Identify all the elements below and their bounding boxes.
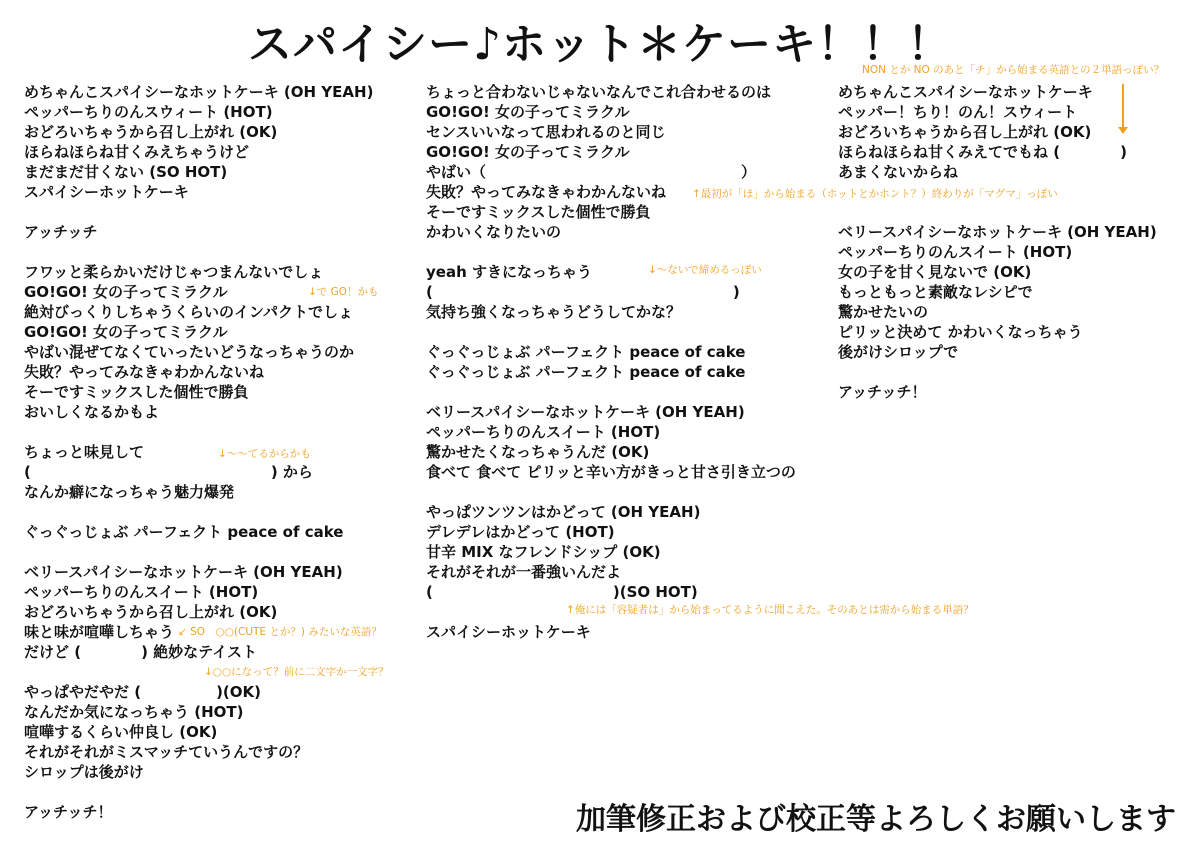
lyric-line: それがそれがミスマッチていうんですの？ — [24, 743, 309, 761]
annotation-note: ↑最初が「ほ」から始まる（ホットとかホント？）終わりが「マグマ」っぽい — [692, 188, 1058, 200]
blank-line — [24, 542, 424, 562]
lyric-line: ( ) から — [24, 463, 313, 481]
lyric-line: ベリースパイシーなホットケーキ (OH YEAH) — [426, 403, 745, 421]
lyric-line: めちゃんこスパイシーなホットケーキ — [838, 83, 1093, 101]
lyric-line: まだまだ甘くない (SO HOT) — [24, 163, 228, 181]
lyric-line: ほらねほらね甘くみえちゃうけど — [24, 143, 250, 161]
lyric-line: 絶対びっくりしちゃうくらいのインパクトでしょ — [24, 303, 353, 321]
blank-line — [24, 782, 424, 802]
lyric-line: そーですミックスした個性で勝負 — [24, 383, 249, 401]
lyric-line: ベリースパイシーなホットケーキ (OH YEAH) — [24, 563, 343, 581]
blank-line — [426, 322, 826, 342]
lyric-line: なんだか気になっちゃう (HOT) — [24, 703, 244, 721]
blank-line — [24, 422, 424, 442]
blank-line — [426, 482, 826, 502]
lyric-line: デレデレはかどって (HOT) — [426, 523, 615, 541]
lyric-line: ちょっと味見して — [24, 443, 145, 461]
lyric-line: アッチッチ！ — [838, 383, 927, 401]
lyric-line: おいしくなるかもよ — [24, 403, 160, 421]
lyric-line: ( )(SO HOT) — [426, 583, 698, 601]
annotation-note: ↓〜〜てるからかも — [218, 448, 311, 460]
lyric-line: 甘辛 MIX なフレンドシップ (OK) — [426, 543, 661, 561]
lyric-line: そーですミックスした個性で勝負 — [426, 203, 651, 221]
annotation-note: ↙ SO ○○(CUTE とか？) みたいな英語？ — [178, 626, 382, 638]
lyric-line: 驚かせたいの — [838, 303, 929, 321]
lyric-line: もっともっと素敵なレシピで — [838, 283, 1033, 301]
annotation-note: ↓で GO！かも — [308, 286, 379, 298]
lyric-line: 後がけシロップで — [838, 343, 959, 361]
lyric-line: ほらねほらね甘くみえてでもね ( ) — [838, 143, 1127, 161]
blank-line — [426, 382, 826, 402]
lyric-line: めちゃんこスパイシーなホットケーキ (OH YEAH) — [24, 83, 374, 101]
blank-line — [24, 202, 424, 222]
lyric-line: だけど ( ) 絶妙なテイスト — [24, 643, 257, 661]
blank-line — [838, 362, 1188, 382]
lyric-line: 女の子を甘く見ないで (OK) — [838, 263, 1032, 281]
blank-line — [426, 242, 826, 262]
lyric-line: やばい（ ） — [426, 163, 757, 181]
lyric-line: おどろいちゃうから召し上がれ (OK) — [24, 603, 278, 621]
lyric-line: おどろいちゃうから召し上がれ (OK) — [838, 123, 1092, 141]
lyric-line: シロップは後がけ — [24, 763, 144, 781]
lyric-line: やっぱやだやだ ( )(OK) — [24, 683, 262, 701]
lyric-line: それがそれが一番強いんだよ — [426, 563, 622, 581]
lyric-line: ぐっぐっじょぶ パーフェクト peace of cake — [426, 363, 746, 381]
footer-request: 加筆修正および校正等よろしくお願いします — [576, 802, 1176, 837]
lyrics-column-2 — [426, 82, 826, 642]
lyric-line: アッチッチ！ — [24, 803, 113, 821]
lyric-line: yeah すきになっちゃう — [426, 263, 592, 281]
lyric-line: ぐっぐっじょぶ パーフェクト peace of cake — [24, 523, 344, 541]
lyric-line: なんか癖になっちゃう魅力爆発 — [24, 483, 235, 501]
annotation-note: ↑俺には「容疑者は」から始まってるように聞こえた。そのあとは需から始まる単語？ — [566, 604, 974, 616]
lyric-line: おどろいちゃうから召し上がれ (OK) — [24, 123, 278, 141]
lyric-line: ちょっと合わないじゃないなんでこれ合わせるのは — [426, 83, 772, 101]
lyric-line: ペッパーちりのんスイート (HOT) — [426, 423, 661, 441]
lyric-line: GO!GO! 女の子ってミラクル — [426, 103, 630, 121]
lyric-line: 驚かせたくなっちゃうんだ (OK) — [426, 443, 650, 461]
lyric-line: GO!GO! 女の子ってミラクル — [24, 283, 228, 301]
lyrics-column-3 — [838, 82, 1188, 402]
lyric-line: かわいくなりたいの — [426, 223, 562, 241]
lyric-line: ピリッと決めて かわいくなっちゃう — [838, 323, 1083, 341]
lyric-line: GO!GO! 女の子ってミラクル — [426, 143, 630, 161]
lyric-line: 失敗？やってみなきゃわかんないね — [24, 363, 265, 381]
lyric-line: スパイシーホットケーキ — [426, 623, 591, 641]
lyric-line: ペッパーちりのんスウィート (HOT) — [24, 103, 273, 121]
blank-line — [24, 242, 424, 262]
lyric-line: ベリースパイシーなホットケーキ (OH YEAH) — [838, 223, 1157, 241]
lyric-line: やばい混ぜてなくていったいどうなっちゃうのか — [24, 343, 355, 361]
lyric-line: あまくないからね — [838, 163, 959, 181]
blank-line — [838, 202, 1188, 222]
lyric-line: 味と味が喧嘩しちゃう — [24, 623, 175, 641]
lyric-line: ペッパーちりのんスイート (HOT) — [838, 243, 1073, 261]
lyric-line: 食べて 食べて ピリッと辛い方がきっと甘さ引き立つの — [426, 463, 796, 481]
down-arrow-icon — [1122, 84, 1124, 128]
lyric-line: 失敗？やってみなきゃわかんないね — [426, 183, 667, 201]
lyric-line: 気持ち強くなっちゃうどうしてかな？ — [426, 303, 682, 321]
lyric-line: GO!GO! 女の子ってミラクル — [24, 323, 228, 341]
lyric-line: センスいいなって思われるのと同じ — [426, 123, 666, 141]
lyric-line: フワッと柔らかいだけじゃつまんないでしょ — [24, 263, 324, 281]
lyric-line: やっぱツンツンはかどって (OH YEAH) — [426, 503, 701, 521]
lyric-line: 喧嘩するくらい仲良し (OK) — [24, 723, 218, 741]
annotation-note: NON とか NO のあと「チ」から始まる英語との２単語っぽい？ — [862, 64, 1165, 76]
lyric-line: ペッパーちりのんスイート (HOT) — [24, 583, 259, 601]
lyric-line: ( ) — [426, 283, 740, 301]
lyric-line: ペッパー！ちり！のん！スウィート — [838, 103, 1078, 121]
annotation-note: ↓〜ないで締めるっぽい — [648, 264, 762, 276]
annotation-note: ↓○○になって？前に二文字か一文字？ — [204, 666, 389, 678]
page-title: スパイシー♪ホット＊ケーキ！！！ — [247, 19, 953, 70]
lyric-line: アッチッチ — [24, 223, 98, 241]
lyric-line: スパイシーホットケーキ — [24, 183, 189, 201]
lyric-line: ぐっぐっじょぶ パーフェクト peace of cake — [426, 343, 746, 361]
blank-line — [24, 502, 424, 522]
